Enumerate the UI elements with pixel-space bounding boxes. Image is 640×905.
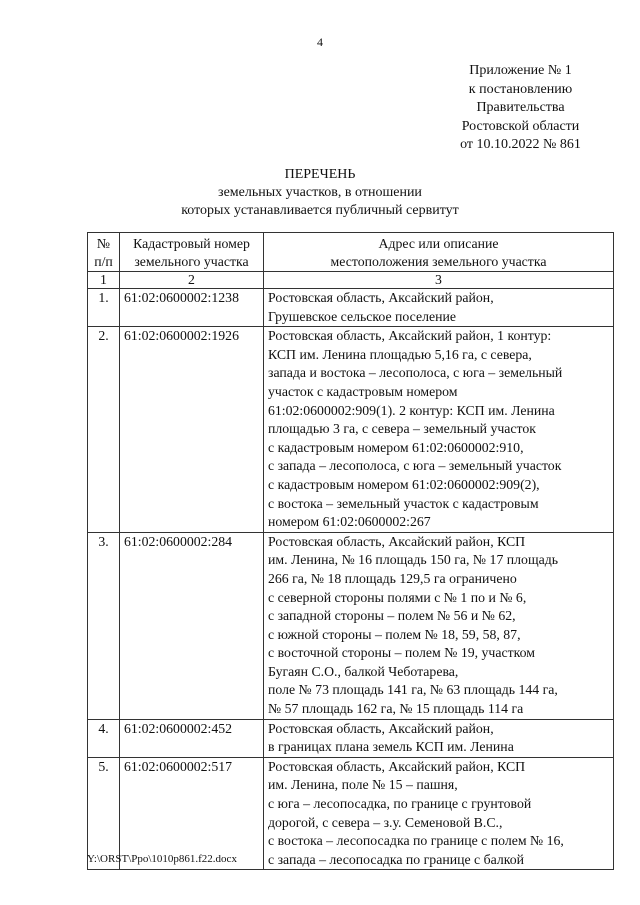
title-subtitle: которых устанавливается публичный сервитут	[181, 203, 459, 218]
file-path-footer: Y:\ORST\Ppo\1010p861.f22.docx	[87, 853, 237, 865]
row-number: 4.	[88, 719, 120, 757]
title-heading: ПЕРЕЧЕНЬ	[284, 167, 356, 182]
address-line: Ростовская область, Аксайский район, КСП	[268, 533, 526, 549]
cadastral-number: 61:02:0600002:1926	[120, 327, 264, 533]
address-line: 266 га, № 18 площадь 129,5 га ограничено	[268, 570, 517, 586]
address-line: с восточной стороны – полем № 19, участком	[268, 645, 535, 661]
address-line: с юга – лесопосадка, по границе с грунтовой	[268, 796, 532, 812]
address-line: с запада – лесопосадка по границе с балкой	[268, 851, 525, 867]
header-text: №	[96, 236, 111, 251]
address-line: 61:02:0600002:909(1). 2 контур: КСП им. Ленина	[268, 402, 555, 418]
address-line: с востока – земельный участок с кадастровым	[268, 495, 539, 511]
column-index: 3	[264, 272, 614, 289]
address-line: им. Ленина, поле № 15 – пашня,	[268, 777, 458, 793]
address-line: с западной стороны – полем № 56 и № 62,	[268, 608, 516, 624]
appendix-line: Правительства	[476, 100, 565, 115]
table-row	[88, 719, 614, 757]
address-line: номером 61:02:0600002:267	[268, 514, 431, 530]
table-row	[88, 289, 614, 327]
header-text: Адрес или описание	[378, 236, 499, 251]
column-index: 1	[88, 272, 120, 289]
address-line: дорогой, с севера – з.у. Семеновой В.С.,	[268, 814, 503, 830]
address-line: с кадастровым номером 61:02:0600002:909(2),	[268, 476, 540, 492]
header-text: земельного участка	[134, 253, 249, 269]
address-line: Ростовская область, Аксайский район, 1 контур:	[268, 328, 552, 344]
table-row	[88, 532, 614, 719]
address-line: с северной стороны полями с № 1 по и № 6,	[268, 589, 527, 605]
title-subtitle: земельных участков, в отношении	[218, 185, 422, 200]
appendix-block	[438, 62, 603, 155]
address-line: КСП им. Ленина площадью 5,16 га, с севера,	[268, 346, 532, 362]
address-line: им. Ленина, № 16 площадь 150 га, № 17 площадь	[268, 552, 559, 568]
plot-address	[264, 757, 614, 870]
cadastral-number: 61:02:0600002:1238	[120, 289, 264, 327]
plot-address	[264, 327, 614, 533]
address-line: № 57 площадь 162 га, № 15 площадь 114 га	[268, 701, 524, 717]
appendix-line: от 10.10.2022 № 861	[460, 137, 581, 152]
address-line: поле № 73 площадь 141 га, № 63 площадь 144 га,	[268, 682, 558, 698]
cadastral-number: 61:02:0600002:284	[120, 532, 264, 719]
appendix-line: Приложение № 1	[469, 63, 572, 78]
address-line: с востока – лесопосадка по границе с полем № 16,	[268, 833, 564, 849]
address-line: с кадастровым номером 61:02:0600002:910,	[268, 439, 524, 455]
cadastral-number: 61:02:0600002:517	[120, 757, 264, 870]
column-index-row	[88, 272, 614, 289]
address-line: с запада – лесополоса, с юга – земельный участок	[268, 458, 562, 474]
cadastral-number: 61:02:0600002:452	[120, 719, 264, 757]
header-text: местоположения земельного участка	[330, 253, 547, 269]
address-line: Ростовская область, Аксайский район,	[268, 290, 494, 305]
header-number	[88, 233, 120, 272]
plot-address	[264, 289, 614, 327]
address-line: Бугаян С.О., балкой Чеботарева,	[268, 663, 459, 679]
row-number: 2.	[88, 327, 120, 533]
address-line: в границах плана земель КСП им. Ленина	[268, 739, 514, 755]
address-line: Ростовская область, Аксайский район, КСП	[268, 758, 526, 774]
header-text: п/п	[94, 253, 113, 269]
header-text: Кадастровый номер	[133, 236, 250, 251]
table-row	[88, 327, 614, 533]
address-line: с южной стороны – полем № 18, 59, 58, 87,	[268, 626, 521, 642]
row-number: 3.	[88, 532, 120, 719]
address-line: запада и востока – лесополоса, с юга – земельный	[268, 365, 563, 381]
address-line: Ростовская область, Аксайский район,	[268, 720, 494, 736]
row-number: 5.	[88, 757, 120, 870]
appendix-line: Ростовской области	[461, 118, 580, 134]
document-title	[0, 166, 640, 220]
table-header-row	[88, 233, 614, 272]
plot-address	[264, 719, 614, 757]
row-number: 1.	[88, 289, 120, 327]
page-number: 4	[317, 35, 323, 49]
address-line: участок с кадастровым номером	[268, 383, 458, 399]
header-address	[264, 233, 614, 272]
header-cadastral	[120, 233, 264, 272]
address-line: Грушевское сельское поселение	[268, 308, 456, 324]
address-line: площадью 3 га, с севера – земельный участок	[268, 421, 537, 437]
column-index: 2	[120, 272, 264, 289]
land-plots-table	[87, 232, 614, 870]
plot-address	[264, 532, 614, 719]
appendix-line: к постановлению	[468, 81, 573, 97]
